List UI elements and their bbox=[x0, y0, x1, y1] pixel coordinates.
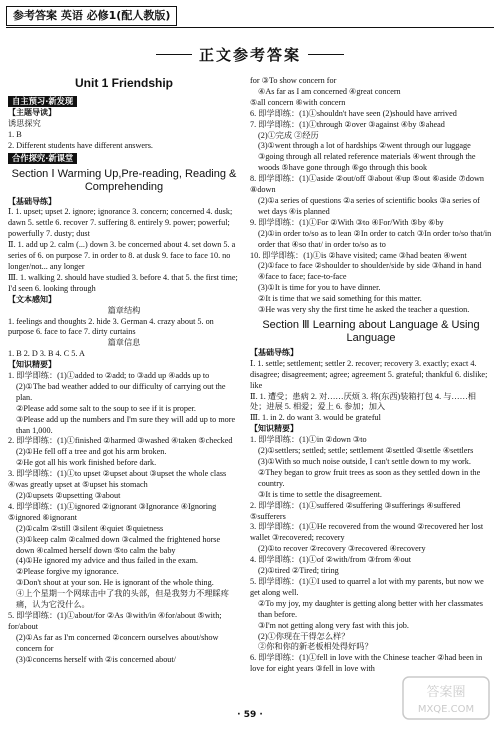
text-line: Ⅱ. 1. add up 2. calm (...) down 3. be concerned about 4. set down 5. a series of 6. on purpose 7. in order to 8. at dusk 9. face to face 10. no longer/not... any longer bbox=[8, 240, 236, 271]
text-line: ④上个星期一个网球击中了我的头部，但是我努力不理睬疼痛，认为它没什么。 bbox=[16, 589, 229, 610]
subsection-label: 合作探究·新课堂 bbox=[8, 153, 77, 164]
text-line: ⑤all concern ⑥with concern bbox=[250, 97, 346, 107]
text-line: ②They began to grow fruit trees as soon as they settled down in the country. bbox=[258, 467, 481, 488]
text-line: Ⅲ. 1. in 2. do want 3. would be grateful bbox=[250, 413, 381, 423]
text-line: 3. 即学即练：(1)①He recovered from the wound ②recovered her lost wallet ③recovered; recovery bbox=[250, 522, 484, 543]
text-line: ②Please add some salt to the soup to see if it is proper. bbox=[16, 403, 196, 413]
text-line: 2. Different students have different answers. bbox=[8, 140, 153, 150]
text-line: 7. 即学即练：(1)①through ②over ③against ④by ⑤ahead bbox=[250, 119, 445, 129]
text-line: 5. 即学即练：(1)①about/for ②As ③with/in ④for/about ⑤with; for/about bbox=[8, 610, 222, 631]
subsection-label: 自主预习·新发现 bbox=[8, 96, 77, 107]
text-line: for ③To show concern for bbox=[250, 76, 337, 85]
banner-rule-right bbox=[308, 54, 344, 55]
subsection-tag: 【文本感知】 bbox=[8, 294, 56, 304]
banner-title: 正文参考答案 bbox=[193, 46, 307, 64]
text-line: Ⅰ. 1. upset; upset 2. ignore; ignorance 3. concern; concerned 4. dusk; dawn 5. settle 6. recover 7. suffering 8. entirely 9. power; powerful; powerfully 7. dusty; dust bbox=[8, 207, 233, 239]
right-column bbox=[250, 76, 492, 675]
text-line: ②It is time that we said something for this matter. bbox=[258, 294, 422, 304]
text-line: (2)①The bad weather added to our difficulty of carrying out the plan. bbox=[16, 381, 226, 402]
text-line: (3)①concerns herself with ②is concerned about/ bbox=[16, 654, 176, 664]
unit-title: Unit 1 Friendship bbox=[74, 76, 173, 90]
text-line: 6. 即学即练：(1)①shouldn't have seen (2)should have arrived bbox=[250, 108, 457, 118]
text-line: 4. 即学即练：(1)①ignored ②ignorant ③Ignorance ④Ignoring ⑤ignored ⑥ignorant bbox=[8, 501, 217, 522]
text-line: (3)①keep calm ②calmed down ③calmed the frightened horse down ④calmed herself down ⑤to calm the baby bbox=[16, 534, 221, 555]
watermark-logo bbox=[402, 676, 490, 720]
text-line: 9. 即学即练：(1)①For ②With ③to ④For/With ⑤by ⑥by bbox=[250, 217, 444, 227]
header-rule bbox=[6, 27, 494, 28]
text-line: 4. 即学即练：(1)①of ②with/from ③from ④out bbox=[250, 555, 411, 565]
text-line: (2)①He fell off a tree and got his arm broken. bbox=[16, 447, 167, 457]
subsection-tag: 【主题导读】 bbox=[8, 107, 56, 117]
svg-text:MXQE.COM: MXQE.COM bbox=[417, 704, 475, 715]
banner-rule-left bbox=[156, 54, 192, 55]
text-line: 6. 即学即练：(1)①fell in love with the Chinese teacher ②had been in love for eight years ③fell in love with bbox=[250, 653, 483, 674]
text-line: 8. 即学即练：(1)①aside ②out/off ③about ④up ⑤out ⑥aside ⑦down ⑧down bbox=[250, 174, 484, 195]
text-line: 2. 即学即练：(1)①suffered ②suffering ③sufferings ④suffered ⑤sufferers bbox=[250, 500, 461, 521]
text-line: 1. feelings and thoughts 2. hide 3. German 4. crazy about 5. on purpose 6. face to face 7. dirty curtains bbox=[8, 316, 214, 337]
text-line: (2)①in order to/so as to lean ②In order to catch ③In order to/so that/in order that ④so that/ in order to/so as to bbox=[258, 228, 492, 249]
text-line: 1. B 2. D 3. B 4. C 5. A bbox=[8, 349, 85, 359]
page-header bbox=[6, 6, 494, 30]
text-line: 篇章信息 bbox=[107, 338, 141, 348]
text-line: Ⅱ. 1. 遭受；患病 2. 对……厌烦 3. 将(东西)装箱打包 4. 与……相处；进展 5. 相爱；爱上 6. 参加；加入 bbox=[250, 391, 476, 412]
text-line: Ⅲ. 1. walking 2. should have studied 3. before 4. that 5. the first time; I'd seen 6. looking through bbox=[8, 272, 238, 293]
text-line: 1. 即学即练：(1)①added to ②add; to ③add up ④adds up to bbox=[8, 371, 210, 381]
text-line: (3)①It is time for you to have dinner. bbox=[258, 283, 381, 293]
subsection-tag: 【基础导练】 bbox=[8, 196, 56, 206]
section-heading: Section Ⅰ Warming Up,Pre-reading, Reading & Comprehending bbox=[11, 167, 237, 193]
text-line: ③I'm not getting along very fast with this job. bbox=[258, 620, 409, 630]
text-line: (2)①to recover ②recovery ③recovered ④recovery bbox=[258, 544, 426, 554]
text-line: ③Don't shout at your son. He is ignorant of the whole thing. bbox=[16, 578, 214, 588]
subsection-tag: 【基础导练】 bbox=[250, 347, 298, 357]
subsection-tag: 【知识精要】 bbox=[8, 360, 56, 370]
text-line: 3. 即学即练：(1)①to upset ②upset about ③upset the whole class ④was greatly upset at ⑤upset his stomach bbox=[8, 469, 227, 490]
text-line: 2. 即学即练：(1)①finished ②harmed ③washed ④taken ⑤checked bbox=[8, 436, 233, 446]
text-line: ④As far as I am concerned ④great concern bbox=[258, 86, 401, 96]
text-line: ②He got all his work finished before dark. bbox=[16, 458, 157, 468]
svg-text:答案圈: 答案圈 bbox=[426, 685, 466, 700]
text-line: (2)①face to face ②shoulder to shoulder/side by side ③hand in hand ④face to face; face-to-face bbox=[258, 261, 482, 282]
header-title: 参考答案 英语 必修1(配人教版) bbox=[6, 6, 177, 26]
text-line: ②To my joy, my daughter is getting along better with her classmates than before. bbox=[258, 598, 483, 619]
text-line: (2)①calm ②still ③silent ④quiet ⑤quietness bbox=[16, 523, 164, 533]
subsection-tag: 【知识精要】 bbox=[250, 424, 298, 434]
text-line: ②你和你的新老板相处得好吗？ bbox=[258, 642, 373, 652]
text-line: 1. 即学即练：(1)①in ②down ③to bbox=[250, 435, 367, 445]
page-number: · 59 · bbox=[237, 710, 263, 720]
text-line: ③Please add up the numbers and I'm sure they will add up to more than 1,000. bbox=[16, 414, 236, 435]
text-line: 5. 即学即练：(1)①I used to quarrel a lot with my parents, but now we get along well. bbox=[250, 576, 484, 597]
text-line: Ⅰ. 1. settle; settlement; settler 2. recover; recovery 3. exactly; exact 4. disagree; disagreement; agree; agreement 5. grateful; thankful 6. dislike; like bbox=[250, 358, 488, 390]
text-line: 10. 即学即练：(1)①is ②have visited; came ③had beaten ④went bbox=[250, 250, 467, 260]
text-line: 篇章结构 bbox=[107, 305, 141, 315]
section-banner bbox=[150, 44, 350, 64]
text-line: ②Please forgive my ignorance. bbox=[16, 567, 119, 577]
text-line: (2)①你现在干得怎么样？ bbox=[258, 631, 350, 641]
text-line: (2)①settlers; settled; settle; settlement ②settled ③settle ④settlers bbox=[258, 446, 474, 456]
text-line: (4)①He ignored my advice and thus failed in the exam. bbox=[16, 556, 198, 566]
text-line: (2)①tired ②Tired; tiring bbox=[258, 566, 339, 576]
text-line: (3)①With so much noise outside, I can't settle down to my work. bbox=[258, 457, 471, 466]
text-line: ③It is time to settle the disagreement. bbox=[258, 489, 382, 499]
section-heading: Section Ⅲ Learning about Language & Using Language bbox=[262, 318, 480, 344]
text-line: 诱思探究 bbox=[8, 118, 41, 128]
text-line: ③He was very shy the first time he asked the teacher a question. bbox=[258, 305, 470, 315]
text-line: (2)①As far as I'm concerned ②concern ourselves about/show concern for bbox=[16, 632, 219, 653]
text-line: (2)①完成 ②经历 bbox=[258, 130, 319, 140]
text-line: 1. B bbox=[8, 129, 22, 139]
text-line: (2)①upsets ②upsetting ③about bbox=[16, 491, 121, 500]
left-column bbox=[8, 72, 240, 666]
text-line: (2)①a series of questions ②a series of scientific books ③a series of wet days ④is planned bbox=[258, 195, 480, 216]
text-line: (3)①went through a lot of hardships ②went through our luggage ③going through all related reference materials ④went through the woods ⑤have gone through ⑥go through this book bbox=[258, 141, 476, 173]
